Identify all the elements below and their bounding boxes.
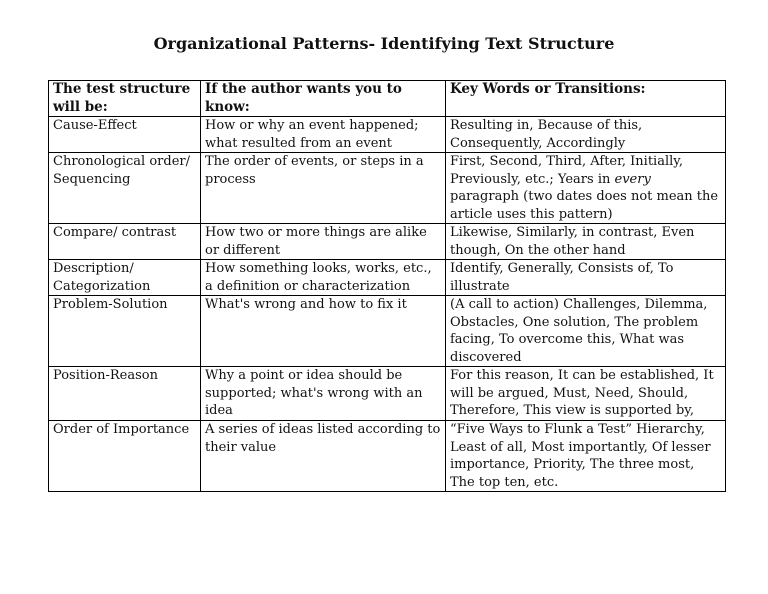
header-keywords: Key Words or Transitions: bbox=[446, 81, 726, 117]
table-row bbox=[49, 421, 726, 492]
keywords-cell: Resulting in, Because of this, Consequently, Accordingly bbox=[446, 117, 726, 153]
purpose-cell: The order of events, or steps in a process bbox=[201, 153, 446, 224]
keywords-text: paragraph (two dates does not mean the article uses this pattern) bbox=[450, 189, 719, 222]
table-row bbox=[49, 117, 726, 153]
table-header-row bbox=[49, 81, 726, 117]
purpose-cell: How two or more things are alike or different bbox=[201, 224, 446, 260]
purpose-cell: Why a point or idea should be supported; what's wrong with an idea bbox=[201, 367, 446, 421]
keywords-cell: For this reason, It can be established, It will be argued, Must, Need, Should, Therefore, This view is supported by, bbox=[446, 367, 726, 421]
keywords-emphasis: every bbox=[614, 171, 651, 187]
table-row bbox=[49, 153, 726, 224]
keywords-text: First, Second, Third, After, Initially, Previously, etc.; Years in bbox=[450, 154, 684, 187]
structure-cell: Cause-Effect bbox=[49, 117, 201, 153]
purpose-cell: How or why an event happened; what resulted from an event bbox=[201, 117, 446, 153]
structure-cell: Problem-Solution bbox=[49, 296, 201, 367]
keywords-cell: Identify, Generally, Consists of, To illustrate bbox=[446, 260, 726, 296]
structure-cell: Compare/ contrast bbox=[49, 224, 201, 260]
table-row bbox=[49, 296, 726, 367]
purpose-cell: How something looks, works, etc., a definition or characterization bbox=[201, 260, 446, 296]
purpose-cell: A series of ideas listed according to their value bbox=[201, 421, 446, 492]
header-purpose: If the author wants you to know: bbox=[201, 81, 446, 117]
structure-cell: Description/ Categorization bbox=[49, 260, 201, 296]
table-row bbox=[49, 260, 726, 296]
structure-cell: Chronological order/ Sequencing bbox=[49, 153, 201, 224]
keywords-cell: Likewise, Similarly, in contrast, Even though, On the other hand bbox=[446, 224, 726, 260]
structure-cell: Position-Reason bbox=[49, 367, 201, 421]
page-title: Organizational Patterns- Identifying Text Structure bbox=[153, 34, 615, 53]
text-structure-table bbox=[48, 80, 726, 492]
structure-cell: Order of Importance bbox=[49, 421, 201, 492]
table-row bbox=[49, 367, 726, 421]
keywords-cell bbox=[446, 153, 726, 224]
header-structure: The test structure will be: bbox=[49, 81, 201, 117]
purpose-cell: What's wrong and how to fix it bbox=[201, 296, 446, 367]
keywords-cell: “Five Ways to Flunk a Test” Hierarchy, Least of all, Most importantly, Of lesser importance, Priority, The three most, The top ten, etc. bbox=[446, 421, 726, 492]
keywords-cell: (A call to action) Challenges, Dilemma, Obstacles, One solution, The problem facing, To overcome this, What was discovered bbox=[446, 296, 726, 367]
table-row bbox=[49, 224, 726, 260]
